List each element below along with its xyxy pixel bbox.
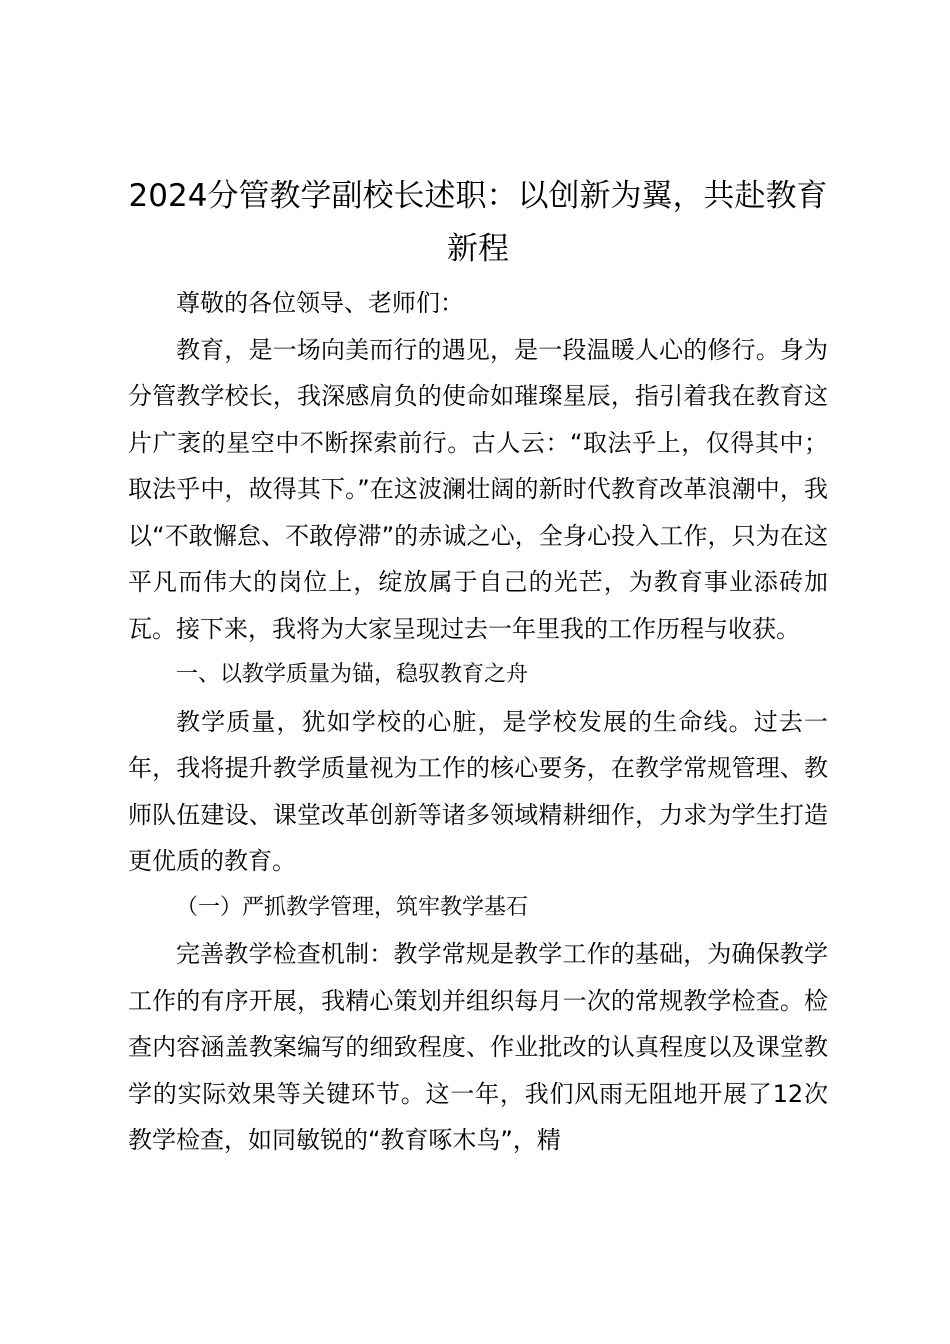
greeting: 尊敬的各位领导、老师们：	[176, 289, 464, 317]
document-page	[128, 170, 828, 1164]
subsection-heading-1: （一）严抓教学管理，筑牢教学基石	[176, 894, 529, 920]
paragraph-intro: 教育，是一场向美而行的遇见，是一段温暖人心的修行。身为分管教学校长，我深感肩负的使命如璀璨星辰，指引着我在教育这片广袤的星空中不断探索前行。古人云：“取法乎上，仅得其中；取法乎中，故得其下。”在这波澜壮阔的新时代教育改革浪潮中，我以“不敢懈怠、不敢停滞”的赤诚之心，全身心投入工作，只为在这平凡而伟大的岗位上，绽放属于自己的光芒，为教育事业添砖加瓦。接下来，我将为大家呈现过去一年里我的工作历程与收获。	[128, 335, 828, 643]
paragraph-inspection: 完善教学检查机制：教学常规是教学工作的基础，为确保教学工作的有序开展，我精心策划并组织每月一次的常规教学检查。检查内容涵盖教案编写的细致程度、作业批改的认真程度以及课堂教学的实际效果等关键环节。这一年，我们风雨无阻地开展了12次教学检查，如同敏锐的“教育啄木鸟”，精	[128, 940, 828, 1154]
section-heading-1: 一、以教学质量为锚，稳驭教育之舟	[176, 662, 529, 687]
paragraph-teaching-quality: 教学质量，犹如学校的心脏，是学校发展的生命线。过去一年，我将提升教学质量视为工作的核心要务，在教学常规管理、教师队伍建设、课堂改革创新等诸多领域精耕细作，力求为学生打造更优质的教育。	[128, 707, 828, 875]
document-title: 2024分管教学副校长述职：以创新为翼，共赴教育新程	[128, 178, 828, 267]
